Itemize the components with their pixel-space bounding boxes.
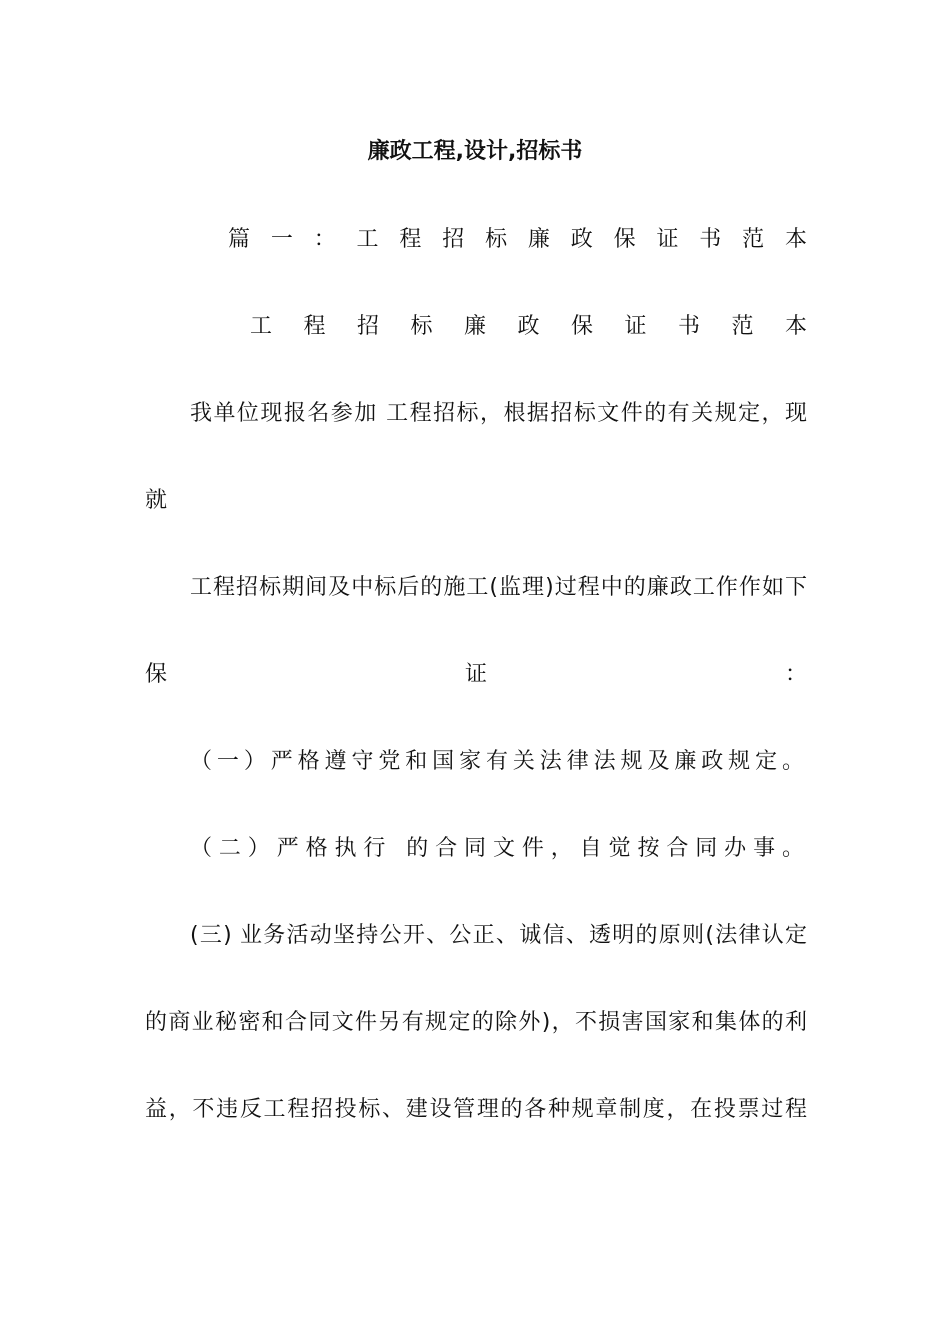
list-item: （二）严格执行 的合同文件，自觉按合同办事。 [190,836,807,861]
paragraph-line: 我单位现报名参加 工程招标，根据招标文件的有关规定，现 [190,401,807,426]
paragraph-line: 工程招标期间及中标后的施工(监理)过程中的廉政工作作如下 [190,575,807,600]
paragraph-line: 保 证 ： [145,662,807,687]
paragraph-line: 益，不违反工程招投标、建设管理的各种规章制度，在投票过程 [145,1097,807,1122]
list-item: (三) 业务活动坚持公开、公正、诚信、透明的原则(法律认定 [190,923,807,948]
section-heading: 篇 一 ： 工 程 招 标 廉 政 保 证 书 范 本 [228,227,807,252]
document-title: 廉政工程,设计,招标书 [367,139,583,164]
paragraph-line: 就 [145,488,168,513]
subheading: 工 程 招 标 廉 政 保 证 书 范 本 [250,314,807,339]
paragraph-line: 的商业秘密和合同文件另有规定的除外)，不损害国家和集体的利 [145,1010,807,1035]
list-item: （一）严格遵守党和国家有关法律法规及廉政规定。 [190,749,807,774]
